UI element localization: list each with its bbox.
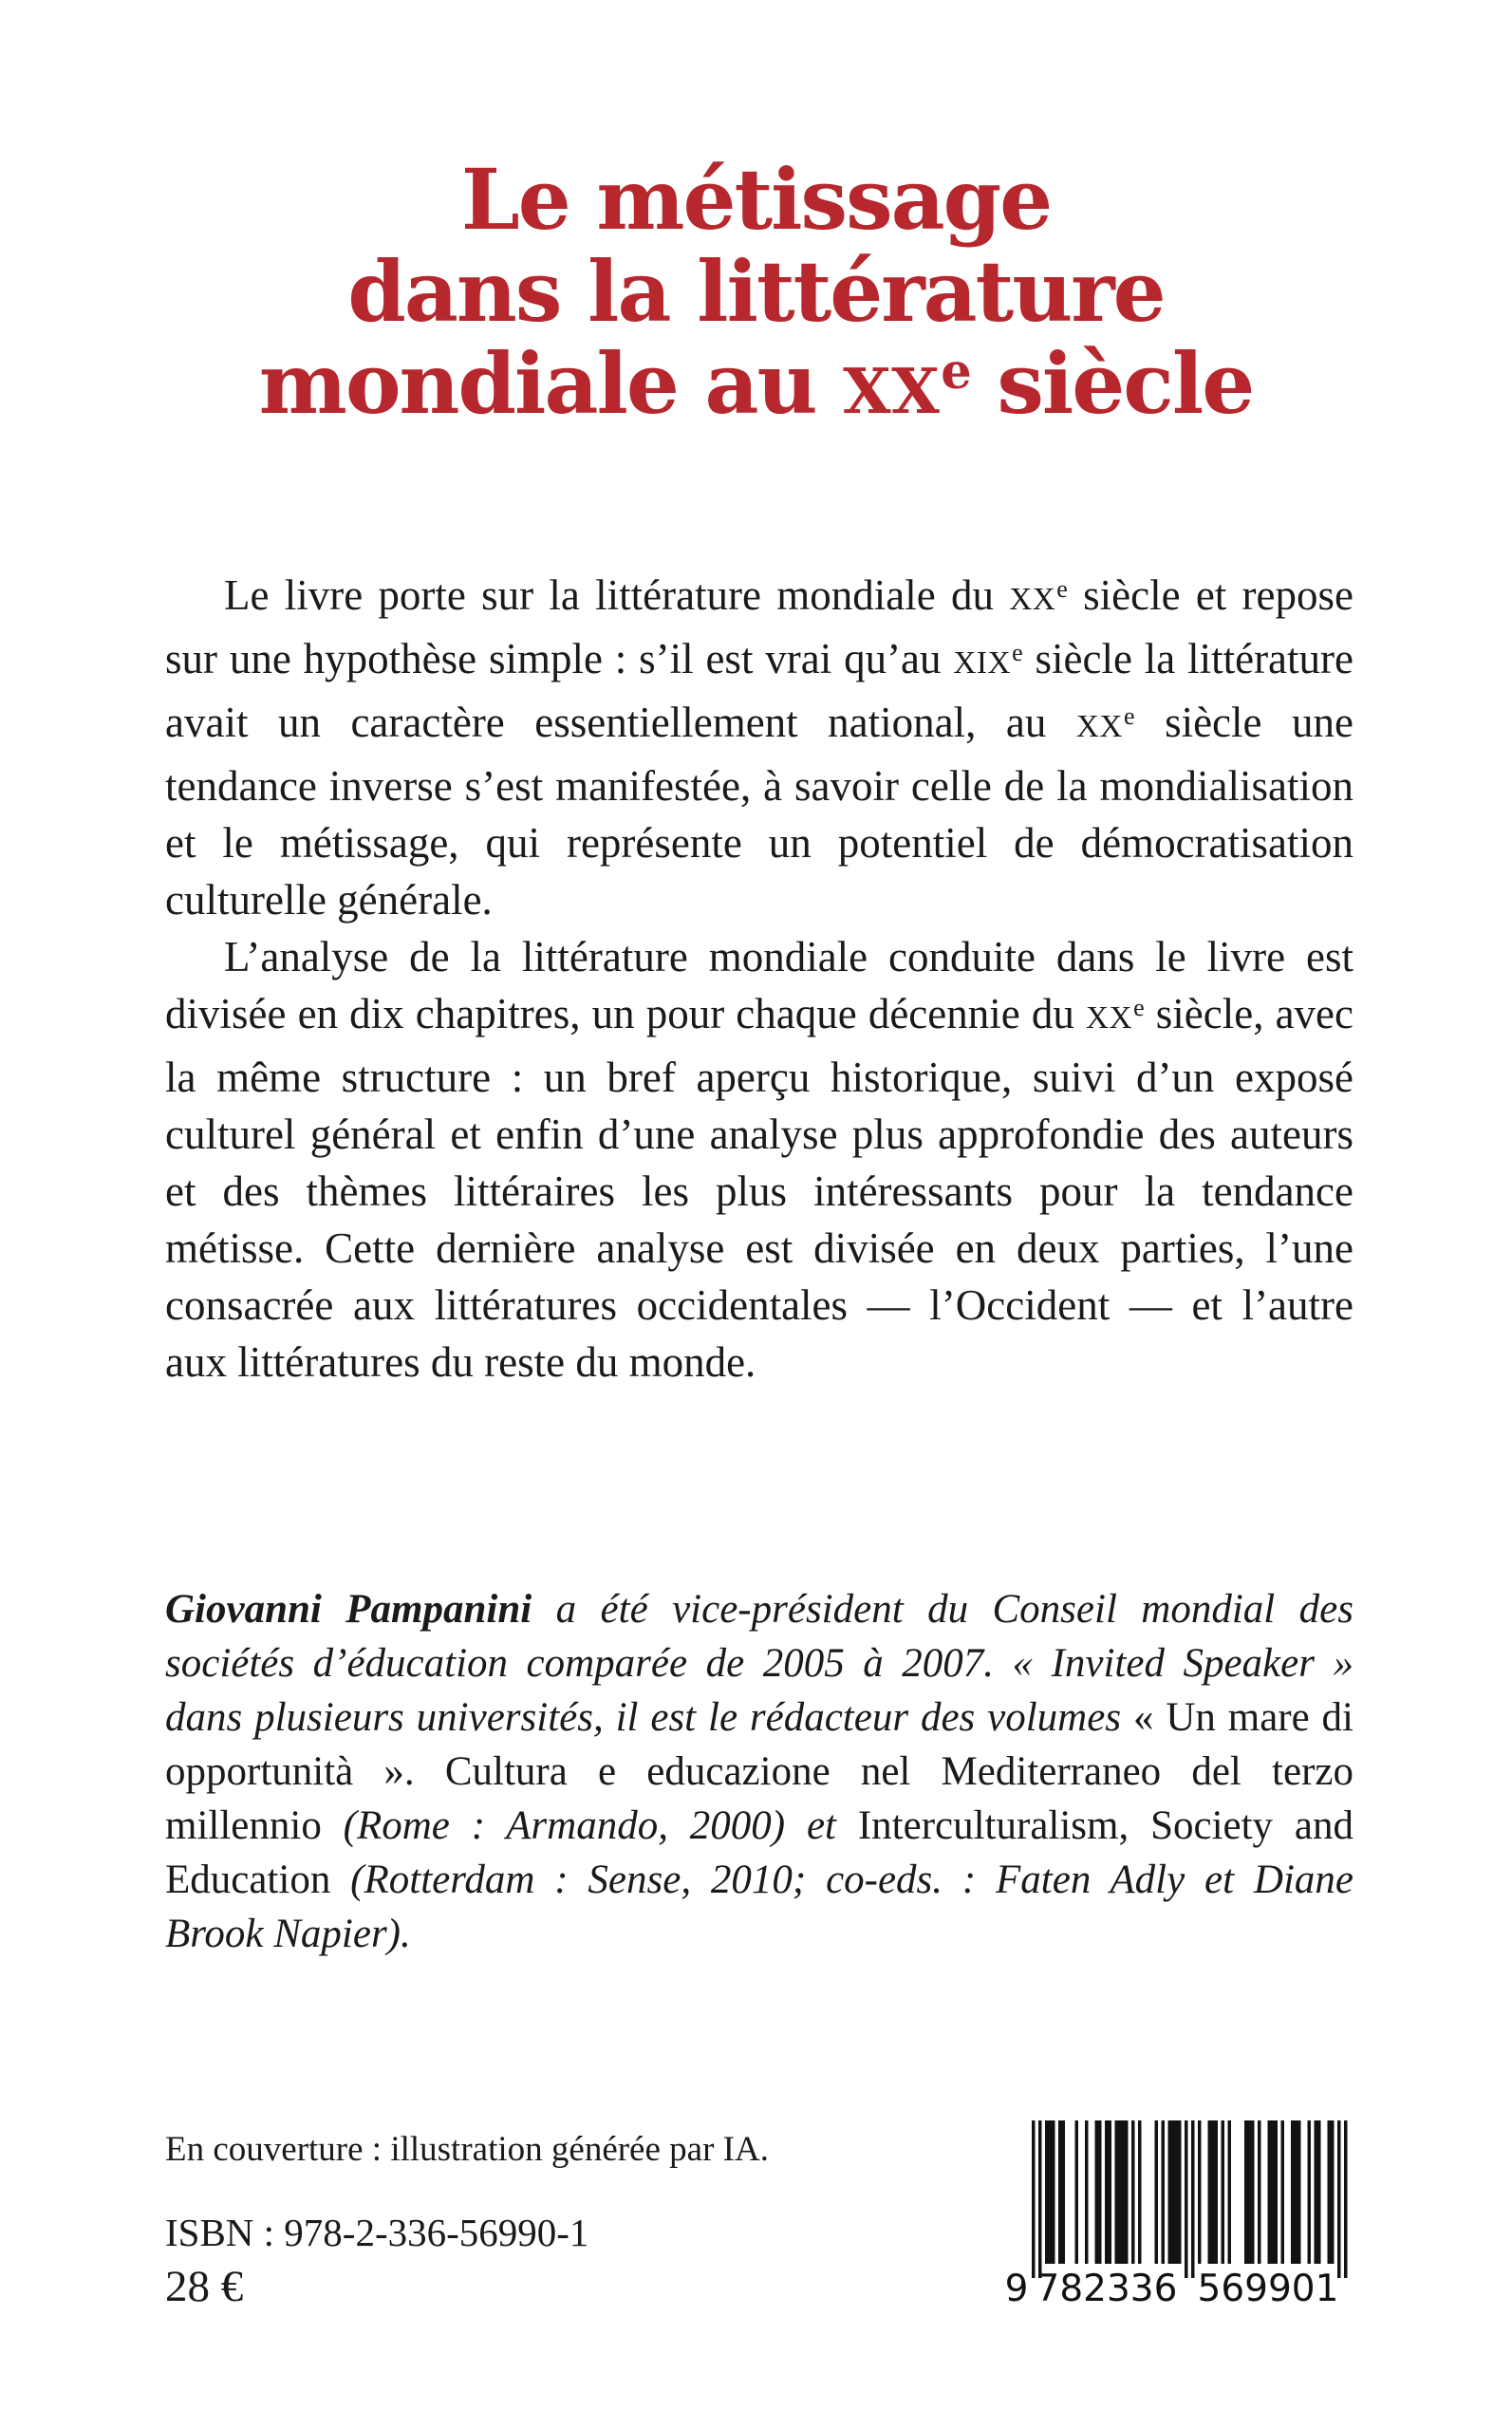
- cover-credit: En couverture : illustration générée par IA.: [165, 2130, 769, 2169]
- book-title-line-1: Le métissage: [460, 150, 1052, 249]
- book-title: [0, 150, 1512, 443]
- isbn: ISBN : 978-2-336-56990-1: [165, 2211, 589, 2254]
- book-title-line-3: mondiale au XXe siècle: [258, 334, 1254, 433]
- ean13-barcode: [986, 2120, 1392, 2310]
- synopsis-paragraph-1: Le livre porte sur la littérature mondiale du XXe siècle et repose sur une hypothèse simple : s’il est vrai qu’au XIXe siècle la littérature avait un caractère essentiellement national, au XXe siècle une tendance inverse s’est manifestée, à savoir celle de la mondialisation et le métissage, qui représente un potentiel de démocratisation culturelle générale.: [165, 571, 1353, 924]
- synopsis-paragraph-2: L’analyse de la littérature mondiale conduite dans le livre est divisée en dix chapitres, un pour chaque décennie du XXe siècle, avec la même structure : un bref aperçu historique, suivi d’un exposé culturel général et enfin d’une analyse plus approfondie des auteurs et des thèmes littéraires les plus intéressants pour la tendance métisse. Cette dernière analyse est divisée en deux parties, l’une consacrée aux littératures occidentales — l’Occident — et l’autre aux littératures du reste du monde.: [165, 933, 1353, 1386]
- barcode-digits: 782336: [1036, 2268, 1178, 2310]
- author-bio: Giovanni Pampanini a été vice-président du Conseil mondial des sociétés d’éducation comparée de 2005 à 2007. « Invited Speaker » dans plusieurs universités, il est le rédacteur des volumes « Un mare di opportunità ». Cultura e educazione nel Mediterraneo del terzo millennio (Rome : Armando, 2000) et Interculturalism, Society and Education (Rotterdam : Sense, 2010; co-eds. : Faten Adly et Diane Brook Napier).: [165, 1587, 1353, 1956]
- synopsis: [165, 567, 1353, 1391]
- barcode-digits: 569901: [1197, 2268, 1339, 2310]
- price: 28 €: [165, 2262, 244, 2311]
- barcode-digits: 9: [1004, 2268, 1029, 2310]
- book-title-line-2: dans la littérature: [347, 242, 1165, 341]
